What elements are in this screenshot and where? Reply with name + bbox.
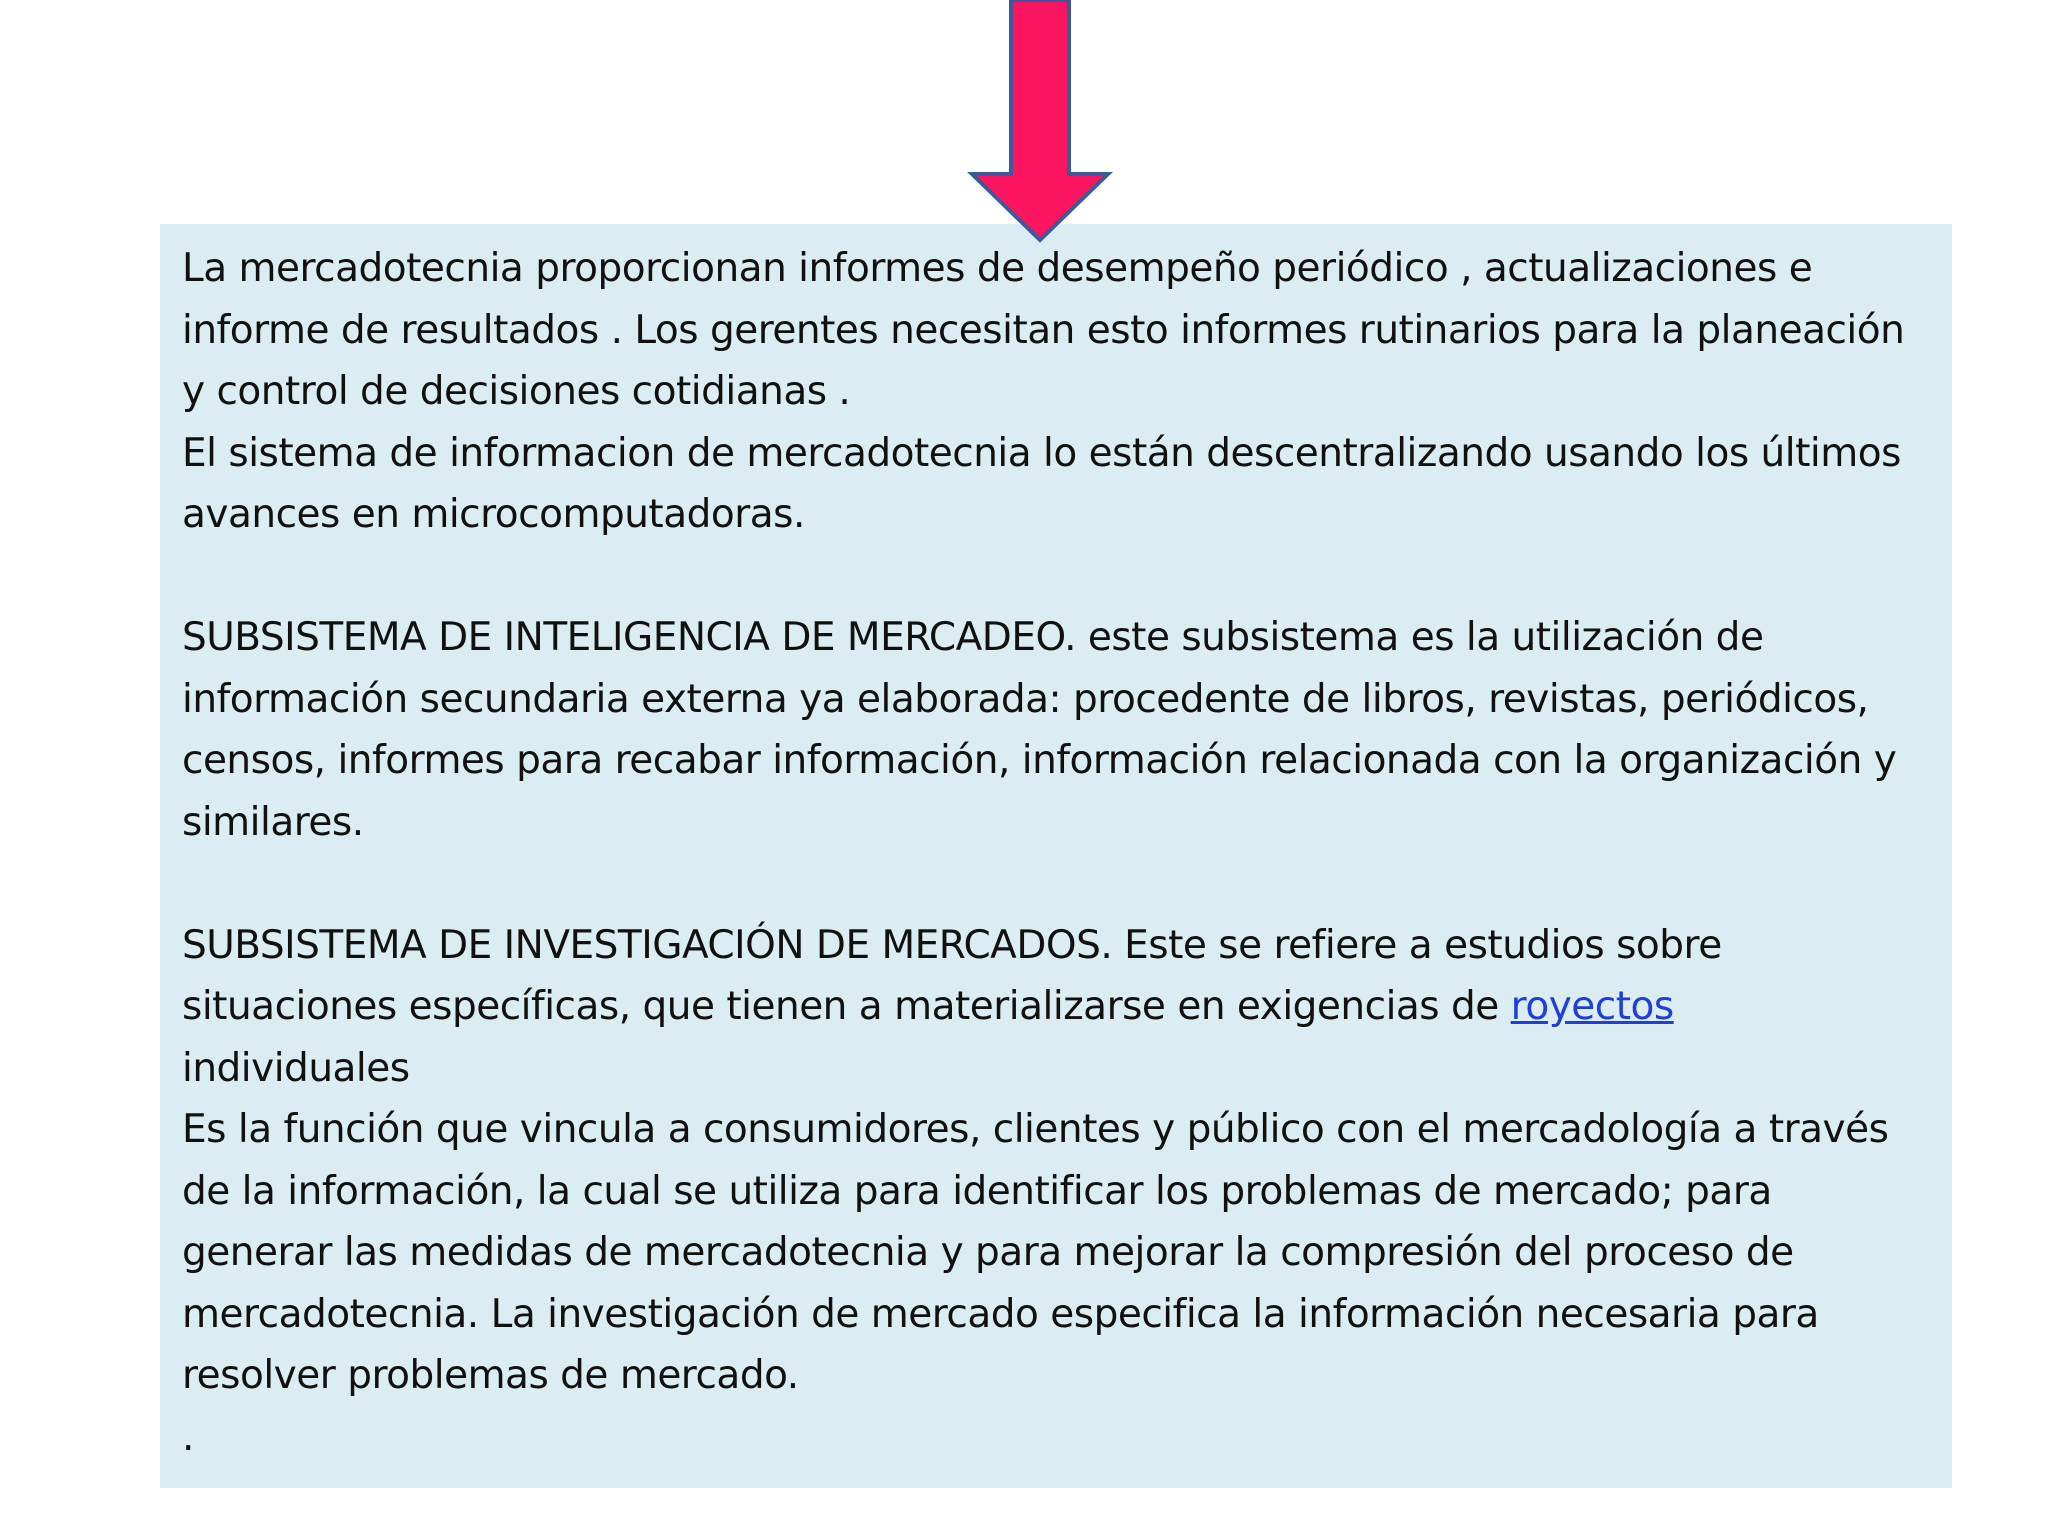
paragraph-inteligencia-mercadeo: SUBSISTEMA DE INTELIGENCIA DE MERCADEO. este subsistema es la utilización de información secundaria externa ya elaborada: procedente de libros, revistas, periódicos, censos, informes para recabar información, información relacionada con la organización y similares. xyxy=(182,615,1897,845)
paragraph-spacer xyxy=(182,546,1930,608)
paragraph-informes: La mercadotecnia proporcionan informes de desempeño periódico , actualizaciones e informe de resultados . Los gerentes necesitan esto informes rutinarios para la planeación y control de decisiones cotidianas . xyxy=(182,246,1905,414)
paragraph-funcion: Es la función que vincula a consumidores, clientes y público con el mercadología a través de la información, la cual se utiliza para identificar los problemas de mercado; para generar las medidas de mercadotecnia y para mejorar la compresión del proceso de mercadotecnia. La investigación de mercado especifica la información necesaria para resolver problemas de mercado. xyxy=(182,1107,1889,1398)
down-arrow-shape xyxy=(972,0,1108,240)
investigacion-text: SUBSISTEMA DE INVESTIGACIÓN DE MERCADOS. Este se refiere a estudios sobre situaciones específicas, que tienen a materializarse en exigencias de xyxy=(182,922,1722,1029)
royectos-link[interactable]: royectos xyxy=(1510,984,1674,1029)
paragraph-dot: . xyxy=(182,1414,194,1460)
content-text-box xyxy=(160,224,1952,1488)
paragraph-investigacion-mercados xyxy=(182,915,1930,1038)
down-arrow-icon xyxy=(960,0,1120,250)
paragraph-individuales: individuales xyxy=(182,1045,410,1091)
paragraph-sistema-informacion: El sistema de informacion de mercadotecnia lo están descentralizando usando los últimos avances en microcomputadoras. xyxy=(182,430,1901,537)
paragraph-spacer xyxy=(182,853,1930,915)
